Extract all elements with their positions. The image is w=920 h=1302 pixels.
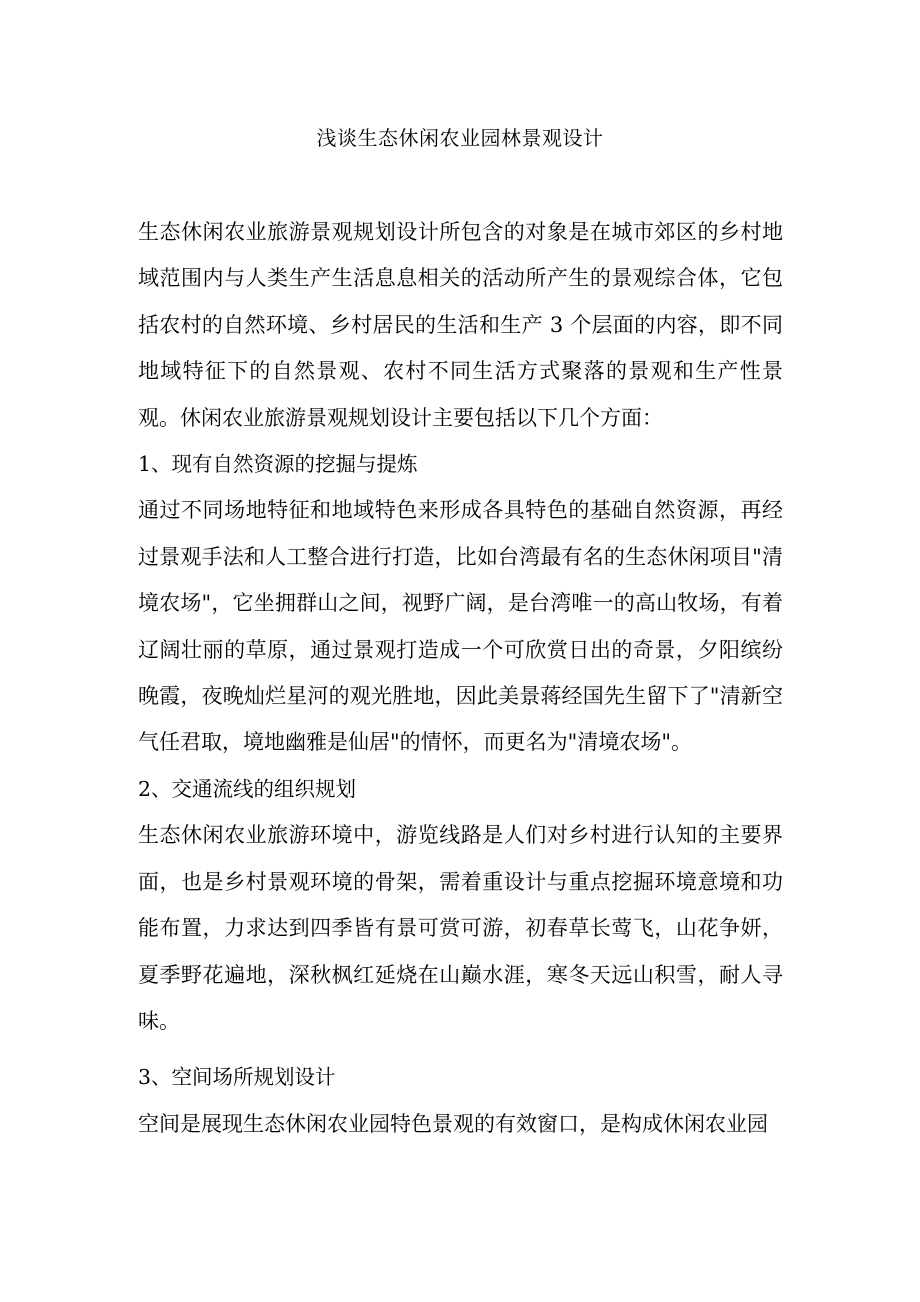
document-body: [138, 209, 783, 1147]
section-3-paragraph: 空间是展现生态休闲农业园特色景观的有效窗口，是构成休闲农业园: [138, 1111, 768, 1136]
section-1-paragraph: 通过不同场地特征和地域特色来形成各具特色的基础自然资源，再经过景观手法和人工整合进行打造，比如台湾最有名的生态休闲项目"清境农场"，它坐拥群山之间，视野广阔，是台湾唯一的高山牧场，有着辽阔壮丽的草原，通过景观打造成一个可欣赏日出的奇景，夕阳缤纷晚霞，夜晚灿烂星河的观光胜地，因此美景蒋经国先生留下了"清新空气任君取，境地幽雅是仙居"的情怀，而更名为"清境农场"。: [138, 498, 783, 755]
section-3-heading: 3、空间场所规划设计: [138, 1065, 336, 1090]
intro-paragraph: 生态休闲农业旅游景观规划设计所包含的对象是在城市郊区的乡村地域范围内与人类生产生活息息相关的活动所产生的景观综合体，它包括农村的自然环境、乡村居民的生活和生产 3 个层面的内容，即不同地域特征下的自然景观、农村不同生活方式聚落的景观和生产性景观。休闲农业旅游景观规划设计主要包括以下几个方面：: [138, 220, 783, 430]
section-2-heading: 2、交通流线的组织规划: [138, 776, 357, 801]
section-1-heading: 1、现有自然资源的挖掘与提炼: [138, 452, 418, 477]
section-2-paragraph: 生态休闲农业旅游环境中，游览线路是人们对乡村进行认知的主要界面，也是乡村景观环境的骨架，需着重设计与重点挖掘环境意境和功能布置，力求达到四季皆有景可赏可游，初春草长莺飞，山花争妍，夏季野花遍地，深秋枫红延烧在山巅水涯，寒冬天远山积雪，耐人寻味。: [138, 823, 783, 1033]
paragraph-spacer: [138, 1044, 783, 1054]
document-title: 浅谈生态休闲农业园林景观设计: [316, 126, 604, 150]
